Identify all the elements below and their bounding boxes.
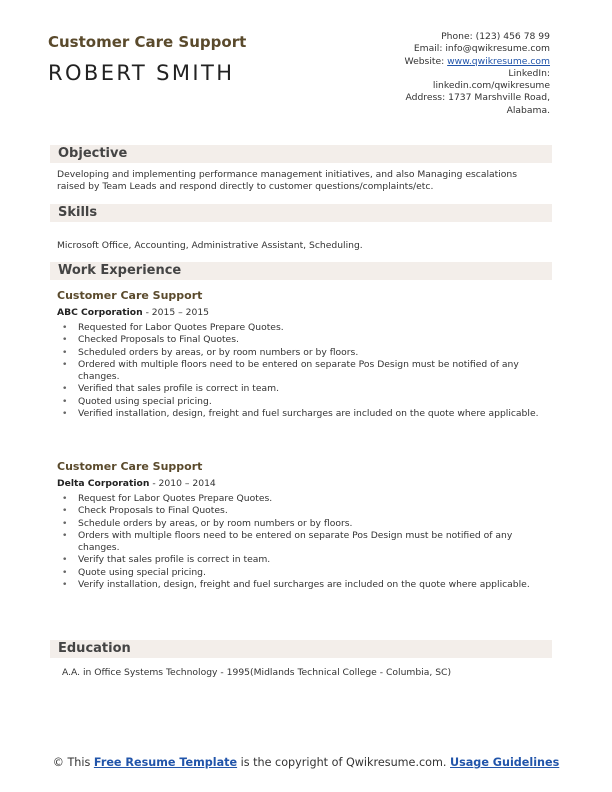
objective-section-header [50,145,552,163]
target-job-title: Customer Care Support [48,33,247,51]
job-bullet-list [62,493,552,591]
skills-section-header [50,204,552,222]
contact-block [405,31,550,117]
list-item-text: Checked Proposals to Final Quotes. [78,334,239,346]
bullet-icon: • [62,408,68,420]
work-experience-section-header [50,262,552,280]
job-title: Customer Care Support [57,289,203,302]
list-item-text: Requested for Labor Quotes Prepare Quotes. [78,322,284,333]
bullet-icon: • [62,322,68,333]
list-item [62,554,552,566]
list-item-text: Scheduled orders by areas, or by room numbers or by floors. [78,346,359,358]
usage-guidelines-link[interactable]: Usage Guidelines [450,756,560,769]
contact-website [405,56,550,68]
list-item [62,322,552,334]
bullet-icon: • [62,554,68,566]
list-item-text: Request for Labor Quotes Prepare Quotes. [78,493,273,504]
job-dates: - 2015 – 2015 [142,307,210,318]
bullet-icon: • [62,517,68,529]
employer-line [57,478,216,490]
list-item-text: Schedule orders by areas, or by room numbers or by floors. [78,517,353,529]
education-text: A.A. in Office Systems Technology - 1995(Midlands Technical College - Columbia, SC) [62,667,452,678]
footer-prefix: © This [52,756,94,769]
skills-text: Microsoft Office, Accounting, Administrative Assistant, Scheduling. [57,240,363,251]
list-item [62,493,552,505]
contact-linkedin-value: linkedin.com/qwikresume [432,80,550,92]
list-item [62,408,552,420]
list-item-text: Verify installation, design, freight and fuel surcharges are included on the quote where applicable. [78,579,530,591]
list-item [62,579,552,591]
list-item [62,396,552,408]
education-section-header [50,640,552,658]
list-item-text: Check Proposals to Final Quotes. [78,505,228,517]
list-item-text: Quote using special pricing. [78,566,206,578]
company-name: Delta Corporation [57,478,150,489]
bullet-icon: • [62,579,68,591]
list-item [62,505,552,517]
website-link[interactable]: www.qwikresume.com [447,55,550,67]
list-item-text: Ordered with multiple floors need to be entered on separate Pos Design must be notified of any changes. [78,358,519,383]
list-item [62,347,552,359]
list-item-text: Verify that sales profile is correct in team. [78,554,271,566]
objective-text: Developing and implementing performance management initiatives, and also Managing escalations raised by Team Leads and respond directly to customer questions/complaints/etc. [57,169,518,192]
contact-email: Email: info@qwikresume.com [413,43,550,55]
education-title: Education [58,641,131,656]
free-resume-template-link[interactable]: Free Resume Template [93,756,238,769]
candidate-name: ROBERT SMITH [48,61,235,85]
bullet-icon: • [62,346,68,358]
list-item-text: Verified installation, design, freight and fuel surcharges are included on the quote where applicable. [78,408,539,420]
footer-middle: is the copyright of Qwikresume.com. [237,756,451,769]
list-item [62,334,552,346]
contact-linkedin-label: LinkedIn: [508,67,550,79]
job-title: Customer Care Support [57,460,203,473]
skills-title: Skills [58,205,98,220]
bullet-icon: • [62,505,68,517]
work-experience-title: Work Experience [58,263,182,278]
bullet-icon: • [62,493,68,504]
list-item [62,567,552,579]
contact-phone: Phone: (123) 456 78 99 [441,31,550,42]
bullet-icon: • [62,395,68,407]
objective-title: Objective [58,146,128,161]
job-dates: - 2010 – 2014 [149,478,216,489]
employer-line [57,307,209,319]
contact-address-line2: Alabama. [506,104,550,116]
company-name: ABC Corporation [57,307,143,318]
copyright-footer [0,756,612,770]
job-bullet-list [62,322,552,420]
list-item-text: Verified that sales profile is correct in team. [78,383,279,395]
list-item [62,530,552,555]
bullet-icon: • [62,358,68,370]
list-item-text: Quoted using special pricing. [78,395,212,407]
resume-header [48,33,246,86]
bullet-icon: • [62,529,68,541]
list-item [62,518,552,530]
bullet-icon: • [62,566,68,578]
list-item [62,359,552,384]
list-item-text: Orders with multiple floors need to be entered on separate Pos Design must be notified of any changes. [78,529,513,554]
list-item [62,383,552,395]
bullet-icon: • [62,334,68,346]
contact-address-line1: Address: 1737 Marshville Road, [405,92,550,104]
website-label: Website: [404,55,448,67]
bullet-icon: • [62,383,68,395]
